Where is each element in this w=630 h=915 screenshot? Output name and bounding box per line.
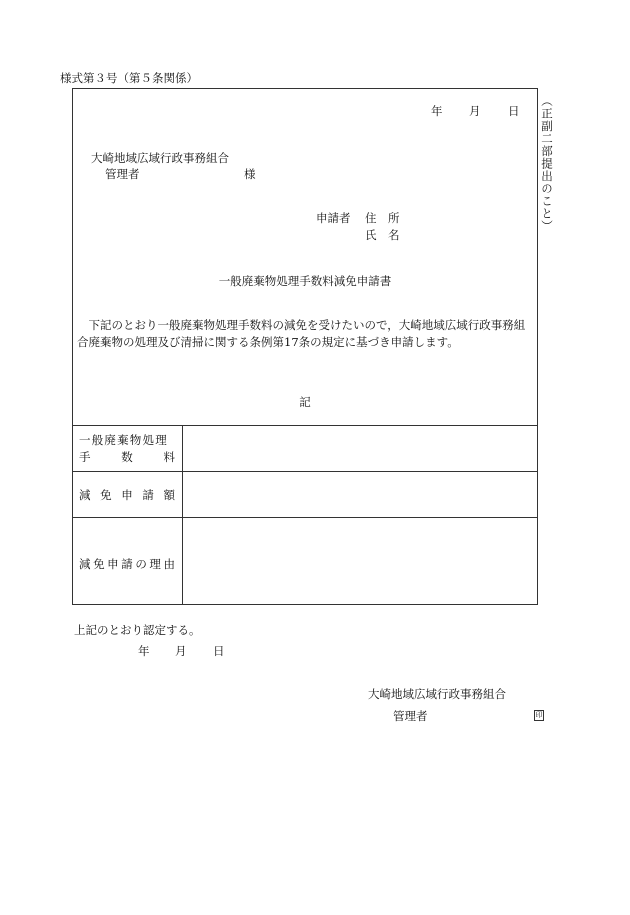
application-form-frame <box>72 88 538 605</box>
addressee-org: 大崎地域広域行政事務組合 <box>91 151 229 165</box>
label-char: 申 <box>107 557 119 571</box>
approval-title: 管理者 <box>393 709 428 723</box>
date-month: 月 <box>469 104 481 118</box>
label-char: 由 <box>163 557 175 571</box>
label-char: 免 <box>100 488 112 502</box>
fee-label-char: 数 <box>121 450 133 464</box>
label-char: 申 <box>121 488 133 502</box>
side-note: （正副二部提出のこと） <box>540 95 554 233</box>
label-char: 免 <box>93 557 105 571</box>
applicant-name-label: 氏 名 <box>365 228 400 242</box>
fee-label-line2 <box>79 449 175 465</box>
exemption-amount-cell[interactable] <box>183 472 538 517</box>
exemption-reason-cell[interactable] <box>183 518 538 604</box>
label-char: 減 <box>79 488 91 502</box>
seal-icon: 印 <box>535 711 543 719</box>
document-title: 一般廃棄物処理手数料減免申請書 <box>218 274 392 288</box>
approval-year: 年 <box>138 644 150 658</box>
approval-day: 日 <box>213 644 225 658</box>
fee-label-line1: 一般廃棄物処理 <box>79 433 168 447</box>
label-char: 請 <box>142 488 154 502</box>
label-char: 理 <box>149 557 161 571</box>
fee-value-cell[interactable] <box>183 426 538 471</box>
approval-org: 大崎地域広域行政事務組合 <box>368 687 506 701</box>
applicant-address-label: 住 所 <box>365 211 400 225</box>
label-char: 請 <box>121 557 133 571</box>
label-char: の <box>135 557 147 571</box>
label-char: 減 <box>79 557 91 571</box>
addressee-honorific: 様 <box>244 167 256 181</box>
form-number-label: 様式第３号（第５条関係） <box>60 71 198 85</box>
fee-label-char: 手 <box>79 450 91 464</box>
approval-text: 上記のとおり認定する。 <box>74 623 201 637</box>
exemption-reason-label <box>79 556 175 572</box>
body-text: 下記のとおり一般廃棄物処理手数料の減免を受けたいので，大崎地域広域行政事務組合廃棄物の処理及び清掃に関する条例第17条の規定に基づき申請します。 <box>77 318 526 349</box>
addressee-title: 管理者 <box>105 167 140 181</box>
fee-label-char: 料 <box>163 450 175 464</box>
date-day: 日 <box>508 104 520 118</box>
approval-month: 月 <box>175 644 187 658</box>
label-char: 額 <box>163 488 175 502</box>
applicant-label: 申請者 <box>316 211 351 225</box>
ki-label: 記 <box>299 395 311 409</box>
exemption-amount-label <box>79 487 175 503</box>
date-year: 年 <box>431 104 443 118</box>
